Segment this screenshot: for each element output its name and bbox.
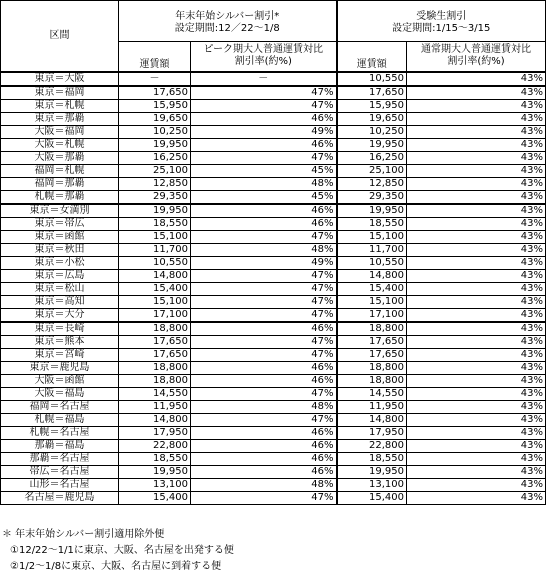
senior-rate-label-1: ピーク期大人普通運賃対比 — [203, 44, 324, 56]
senior-fare-cell: 18,800 — [119, 322, 191, 336]
senior-discount-title: 年末年始シルバー割引* — [175, 11, 280, 22]
table-row — [1, 257, 546, 270]
route-cell: 名古屋＝鹿児島 — [1, 492, 119, 505]
senior-fare-cell: 25,100 — [119, 165, 191, 178]
student-rate-cell: 43% — [407, 492, 546, 505]
footnote-1: ①12/22～1/1に東京、大阪、名古屋を出発する便 — [10, 545, 234, 556]
student-fare-cell: 19,950 — [337, 466, 407, 479]
table-row — [1, 191, 546, 205]
student-rate-cell: 43% — [407, 479, 546, 492]
student-fare-cell: 25,100 — [337, 165, 407, 178]
student-fare-cell: 12,850 — [337, 178, 407, 191]
table-row — [1, 204, 546, 218]
senior-fare-cell: 17,950 — [119, 427, 191, 440]
student-fare-cell: 14,800 — [337, 270, 407, 283]
student-rate-cell: 43% — [407, 100, 546, 113]
student-rate-cell: 43% — [407, 204, 546, 218]
senior-fare-cell: 14,550 — [119, 388, 191, 401]
senior-rate-cell: 45% — [191, 165, 337, 178]
senior-fare-cell: 18,550 — [119, 453, 191, 466]
table-row — [1, 466, 546, 479]
senior-rate-cell: 48% — [191, 244, 337, 257]
senior-rate-cell: 47% — [191, 296, 337, 309]
senior-fare-cell: 18,550 — [119, 218, 191, 231]
table-row — [1, 126, 546, 139]
senior-rate-cell: 47% — [191, 152, 337, 165]
student-fare-cell: 15,950 — [337, 100, 407, 113]
senior-fare-cell: 16,250 — [119, 152, 191, 165]
senior-rate-cell: 46% — [191, 362, 337, 375]
senior-rate-cell: 46% — [191, 322, 337, 336]
student-rate-cell: 43% — [407, 296, 546, 309]
senior-rate-cell: 47% — [191, 492, 337, 505]
table-row — [1, 178, 546, 191]
student-rate-cell: 43% — [407, 191, 546, 205]
table-row — [1, 270, 546, 283]
route-cell: 帯広＝名古屋 — [1, 466, 119, 479]
senior-rate-cell: 49% — [191, 257, 337, 270]
table-row — [1, 427, 546, 440]
area-header: 区間 — [1, 1, 119, 72]
table-row — [1, 86, 546, 100]
student-rate-cell: 43% — [407, 86, 546, 100]
student-rate-cell: 43% — [407, 336, 546, 349]
senior-fare-cell: 19,950 — [119, 204, 191, 218]
table-row — [1, 100, 546, 113]
senior-fare-cell: 17,650 — [119, 86, 191, 100]
fare-table-body — [0, 72, 546, 505]
route-cell: 東京＝帯広 — [1, 218, 119, 231]
student-fare-cell: 29,350 — [337, 191, 407, 205]
student-rate-cell: 43% — [407, 270, 546, 283]
student-rate-cell: 43% — [407, 375, 546, 388]
student-fare-cell: 17,650 — [337, 349, 407, 362]
student-rate-cell: 43% — [407, 349, 546, 362]
student-rate-cell: 43% — [407, 322, 546, 336]
route-cell: 東京＝高知 — [1, 296, 119, 309]
student-fare-cell: 22,800 — [337, 440, 407, 453]
table-row — [1, 152, 546, 165]
table-row — [1, 73, 546, 87]
senior-rate-cell: 47% — [191, 231, 337, 244]
route-cell: 大阪＝那覇 — [1, 152, 119, 165]
route-cell: 那覇＝名古屋 — [1, 453, 119, 466]
student-rate-cell: 43% — [407, 362, 546, 375]
route-cell: 東京＝女満別 — [1, 204, 119, 218]
route-cell: 福岡＝名古屋 — [1, 401, 119, 414]
student-fare-cell: 16,250 — [337, 152, 407, 165]
senior-discount-period: 設定期間:12／22～1/8 — [174, 23, 280, 34]
route-cell: 東京＝札幌 — [1, 100, 119, 113]
student-fare-col-header: 運賃額 — [337, 41, 407, 71]
senior-rate-cell: 47% — [191, 86, 337, 100]
senior-rate-cell: 46% — [191, 218, 337, 231]
student-discount-period: 設定期間:1/15～3/15 — [392, 23, 491, 34]
route-cell: 東京＝長崎 — [1, 322, 119, 336]
table-row — [1, 388, 546, 401]
student-fare-cell: 18,550 — [337, 218, 407, 231]
senior-fare-cell: 13,100 — [119, 479, 191, 492]
senior-discount-header — [119, 1, 337, 42]
student-fare-cell: 19,650 — [337, 113, 407, 126]
route-cell: 東京＝鹿児島 — [1, 362, 119, 375]
table-row — [1, 165, 546, 178]
student-rate-cell: 43% — [407, 244, 546, 257]
student-rate-cell: 43% — [407, 427, 546, 440]
route-cell: 東京＝秋田 — [1, 244, 119, 257]
student-rate-cell: 43% — [407, 466, 546, 479]
table-row — [1, 414, 546, 427]
route-cell: 福岡＝那覇 — [1, 178, 119, 191]
student-fare-cell: 17,950 — [337, 427, 407, 440]
student-fare-cell: 19,950 — [337, 139, 407, 152]
senior-fare-cell: 29,350 — [119, 191, 191, 205]
student-rate-cell: 43% — [407, 283, 546, 296]
senior-fare-col-header: 運賃額 — [119, 41, 191, 71]
senior-fare-cell: 11,950 — [119, 401, 191, 414]
senior-rate-cell: 47% — [191, 283, 337, 296]
student-rate-cell: 43% — [407, 453, 546, 466]
student-fare-cell: 18,550 — [337, 453, 407, 466]
student-rate-cell: 43% — [407, 231, 546, 244]
table-row — [1, 336, 546, 349]
senior-rate-cell: 48% — [191, 178, 337, 191]
senior-rate-cell: 46% — [191, 113, 337, 126]
student-rate-cell: 43% — [407, 440, 546, 453]
route-cell: 東京＝熊本 — [1, 336, 119, 349]
table-row — [1, 231, 546, 244]
senior-rate-cell: 45% — [191, 191, 337, 205]
senior-rate-col-header — [191, 41, 337, 71]
student-fare-cell: 15,400 — [337, 492, 407, 505]
route-cell: 大阪＝福島 — [1, 388, 119, 401]
student-rate-cell: 43% — [407, 165, 546, 178]
senior-fare-cell: 15,400 — [119, 283, 191, 296]
table-row — [1, 362, 546, 375]
student-fare-cell: 18,800 — [337, 375, 407, 388]
table-row — [1, 113, 546, 126]
senior-rate-cell: － — [191, 73, 337, 87]
table-row — [1, 440, 546, 453]
senior-rate-cell: 47% — [191, 414, 337, 427]
fare-table-header — [0, 0, 546, 72]
senior-rate-cell: 46% — [191, 440, 337, 453]
route-cell: 東京＝宮崎 — [1, 349, 119, 362]
senior-rate-cell: 48% — [191, 479, 337, 492]
route-cell: 札幌＝福島 — [1, 414, 119, 427]
route-cell: 東京＝小松 — [1, 257, 119, 270]
senior-fare-cell: 15,950 — [119, 100, 191, 113]
footnote-title: ＊ 年末年始シルバー割引適用除外便 — [2, 529, 165, 540]
student-fare-cell: 19,950 — [337, 204, 407, 218]
senior-rate-cell: 46% — [191, 453, 337, 466]
senior-fare-cell: 14,800 — [119, 414, 191, 427]
table-row — [1, 492, 546, 505]
senior-fare-cell: 15,100 — [119, 296, 191, 309]
student-fare-cell: 14,550 — [337, 388, 407, 401]
senior-fare-cell: 19,650 — [119, 113, 191, 126]
route-cell: 大阪＝函館 — [1, 375, 119, 388]
senior-rate-cell: 47% — [191, 336, 337, 349]
student-rate-label-2: 割引率(約%) — [447, 56, 505, 68]
student-fare-cell: 15,100 — [337, 231, 407, 244]
table-row — [1, 296, 546, 309]
senior-rate-cell: 48% — [191, 401, 337, 414]
route-cell: 大阪＝福岡 — [1, 126, 119, 139]
student-fare-cell: 11,700 — [337, 244, 407, 257]
route-cell: 大阪＝札幌 — [1, 139, 119, 152]
student-discount-header — [337, 1, 546, 42]
student-rate-cell: 43% — [407, 414, 546, 427]
senior-rate-cell: 47% — [191, 388, 337, 401]
table-row — [1, 244, 546, 257]
senior-rate-cell: 46% — [191, 375, 337, 388]
route-cell: 東京＝福岡 — [1, 86, 119, 100]
route-cell: 東京＝広島 — [1, 270, 119, 283]
senior-fare-cell: 14,800 — [119, 270, 191, 283]
table-row — [1, 322, 546, 336]
route-cell: 東京＝函館 — [1, 231, 119, 244]
student-rate-col-header — [407, 41, 546, 71]
senior-fare-cell: 10,550 — [119, 257, 191, 270]
route-cell: 札幌＝名古屋 — [1, 427, 119, 440]
senior-rate-cell: 46% — [191, 427, 337, 440]
senior-rate-cell: 49% — [191, 126, 337, 139]
senior-rate-cell: 47% — [191, 309, 337, 323]
senior-fare-cell: 19,950 — [119, 466, 191, 479]
table-row — [1, 139, 546, 152]
senior-fare-cell: 15,400 — [119, 492, 191, 505]
table-row — [1, 218, 546, 231]
senior-rate-label-2: 割引率(約%) — [234, 56, 292, 68]
senior-rate-cell: 47% — [191, 270, 337, 283]
student-rate-cell: 43% — [407, 73, 546, 87]
route-cell: 山形＝名古屋 — [1, 479, 119, 492]
student-rate-cell: 43% — [407, 401, 546, 414]
student-fare-cell: 17,650 — [337, 336, 407, 349]
senior-rate-cell: 46% — [191, 204, 337, 218]
table-row — [1, 453, 546, 466]
student-fare-cell: 14,800 — [337, 414, 407, 427]
senior-fare-cell: 17,650 — [119, 336, 191, 349]
student-rate-cell: 43% — [407, 113, 546, 126]
route-cell: 東京＝那覇 — [1, 113, 119, 126]
senior-fare-cell: － — [119, 73, 191, 87]
route-cell: 東京＝大分 — [1, 309, 119, 323]
student-rate-cell: 43% — [407, 257, 546, 270]
route-cell: 福岡＝札幌 — [1, 165, 119, 178]
senior-fare-cell: 17,650 — [119, 349, 191, 362]
student-fare-cell: 15,100 — [337, 296, 407, 309]
senior-fare-cell: 22,800 — [119, 440, 191, 453]
senior-fare-cell: 17,100 — [119, 309, 191, 323]
table-row — [1, 349, 546, 362]
senior-fare-cell: 18,800 — [119, 362, 191, 375]
student-rate-cell: 43% — [407, 388, 546, 401]
senior-fare-cell: 18,800 — [119, 375, 191, 388]
footnotes — [2, 527, 234, 575]
student-rate-cell: 43% — [407, 309, 546, 323]
student-discount-title: 受験生割引 — [416, 11, 467, 22]
route-cell: 札幌＝那覇 — [1, 191, 119, 205]
table-row — [1, 479, 546, 492]
senior-fare-cell: 15,100 — [119, 231, 191, 244]
student-rate-cell: 43% — [407, 126, 546, 139]
student-fare-cell: 10,550 — [337, 73, 407, 87]
table-row — [1, 283, 546, 296]
footnote-2: ②1/2～1/8に東京、大阪、名古屋に到着する便 — [10, 561, 222, 572]
student-fare-cell: 18,800 — [337, 362, 407, 375]
student-fare-cell: 17,100 — [337, 309, 407, 323]
student-fare-cell: 15,400 — [337, 283, 407, 296]
table-row — [1, 375, 546, 388]
student-rate-cell: 43% — [407, 139, 546, 152]
senior-rate-cell: 46% — [191, 139, 337, 152]
table-row — [1, 401, 546, 414]
senior-rate-cell: 46% — [191, 466, 337, 479]
senior-fare-cell: 11,700 — [119, 244, 191, 257]
student-fare-cell: 13,100 — [337, 479, 407, 492]
senior-fare-cell: 12,850 — [119, 178, 191, 191]
student-fare-cell: 11,950 — [337, 401, 407, 414]
student-rate-cell: 43% — [407, 178, 546, 191]
student-fare-cell: 10,550 — [337, 257, 407, 270]
senior-fare-cell: 19,950 — [119, 139, 191, 152]
student-fare-cell: 17,650 — [337, 86, 407, 100]
route-cell: 那覇＝福島 — [1, 440, 119, 453]
student-fare-cell: 18,800 — [337, 322, 407, 336]
senior-fare-cell: 10,250 — [119, 126, 191, 139]
route-cell: 東京＝松山 — [1, 283, 119, 296]
route-cell: 東京＝大阪 — [1, 73, 119, 87]
table-row — [1, 309, 546, 323]
student-rate-cell: 43% — [407, 218, 546, 231]
student-rate-label-1: 通常期大人普通運賃対比 — [421, 44, 531, 56]
senior-rate-cell: 47% — [191, 100, 337, 113]
senior-rate-cell: 47% — [191, 349, 337, 362]
student-rate-cell: 43% — [407, 152, 546, 165]
student-fare-cell: 10,250 — [337, 126, 407, 139]
